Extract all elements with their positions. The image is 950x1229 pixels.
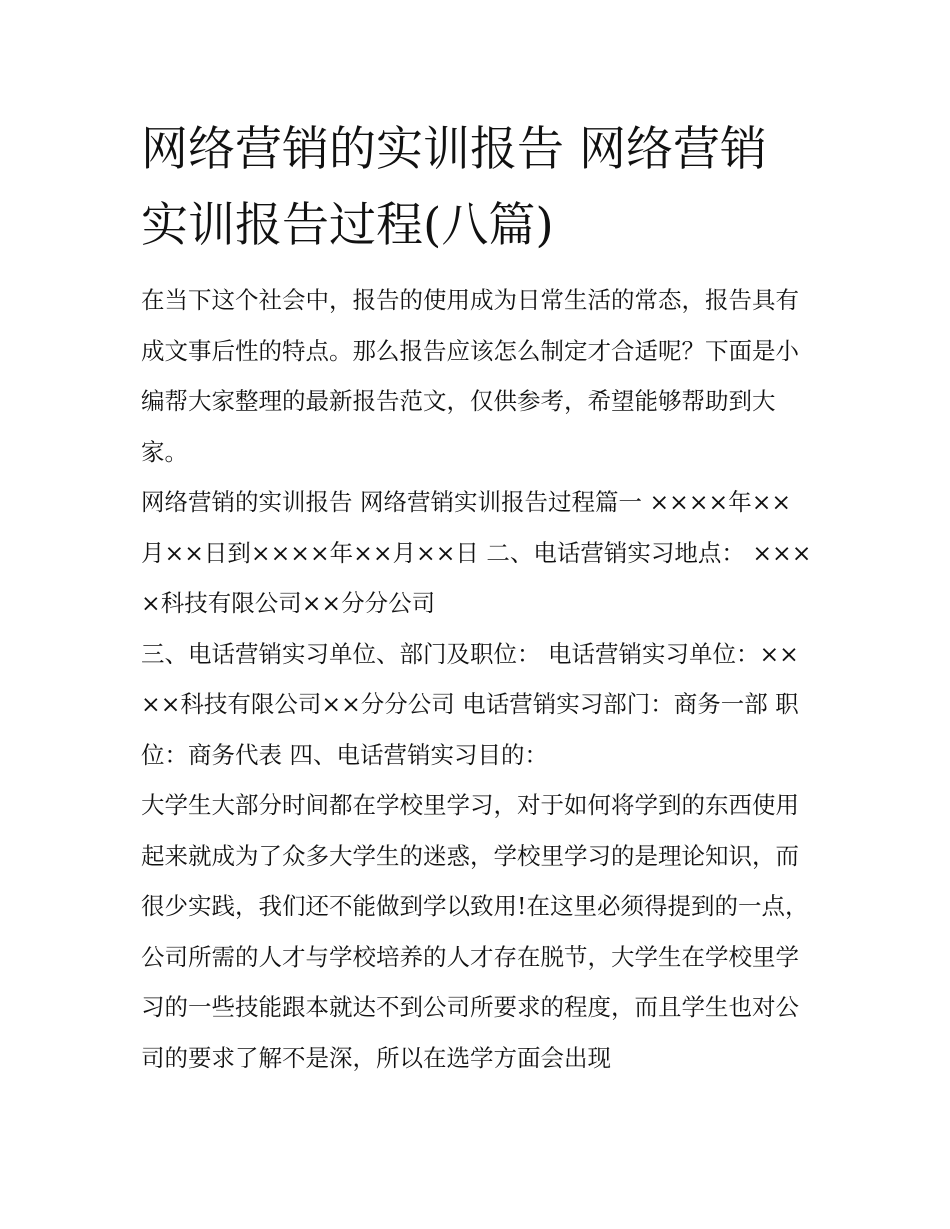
paragraph-internship-purpose: 大学生大部分时间都在学校里学习，对于如何将学到的东西使用起来就成为了众多大学生的迷惑，学校里学习的是理论知识，而很少实践，我们还不能做到学以致用!在这里必须得提到的一点，公司所需的人才与学校培养的人才存在脱节，大学生在学校里学习的一些技能跟本就达不到公司所要求的程度，而且学生也对公司的要求了解不是深，所以在选学方面会出现	[141, 791, 809, 1072]
document-title: 网络营销的实训报告 网络营销实训报告过程(八篇)	[141, 122, 767, 253]
document-content	[141, 112, 813, 1083]
paragraph-internship-time-location: 网络营销的实训报告 网络营销实训报告过程篇一 ××××年××月××日到××××年××月××日 二、电话营销实习地点： ××××科技有限公司××分分公司	[141, 488, 812, 617]
paragraph-intro: 在当下这个社会中，报告的使用成为日常生活的常态，报告具有成文事后性的特点。那么报告应该怎么制定才合适呢？下面是小编帮大家整理的最新报告范文，仅供参考，希望能够帮助到大家。	[141, 286, 799, 466]
document-body	[141, 275, 813, 1083]
paragraph-internship-unit-position: 三、电话营销实习单位、部门及职位： 电话营销实习单位：××××科技有限公司××分分公司 电话营销实习部门：商务一部 职位：商务代表 四、电话营销实习目的：	[141, 639, 799, 769]
